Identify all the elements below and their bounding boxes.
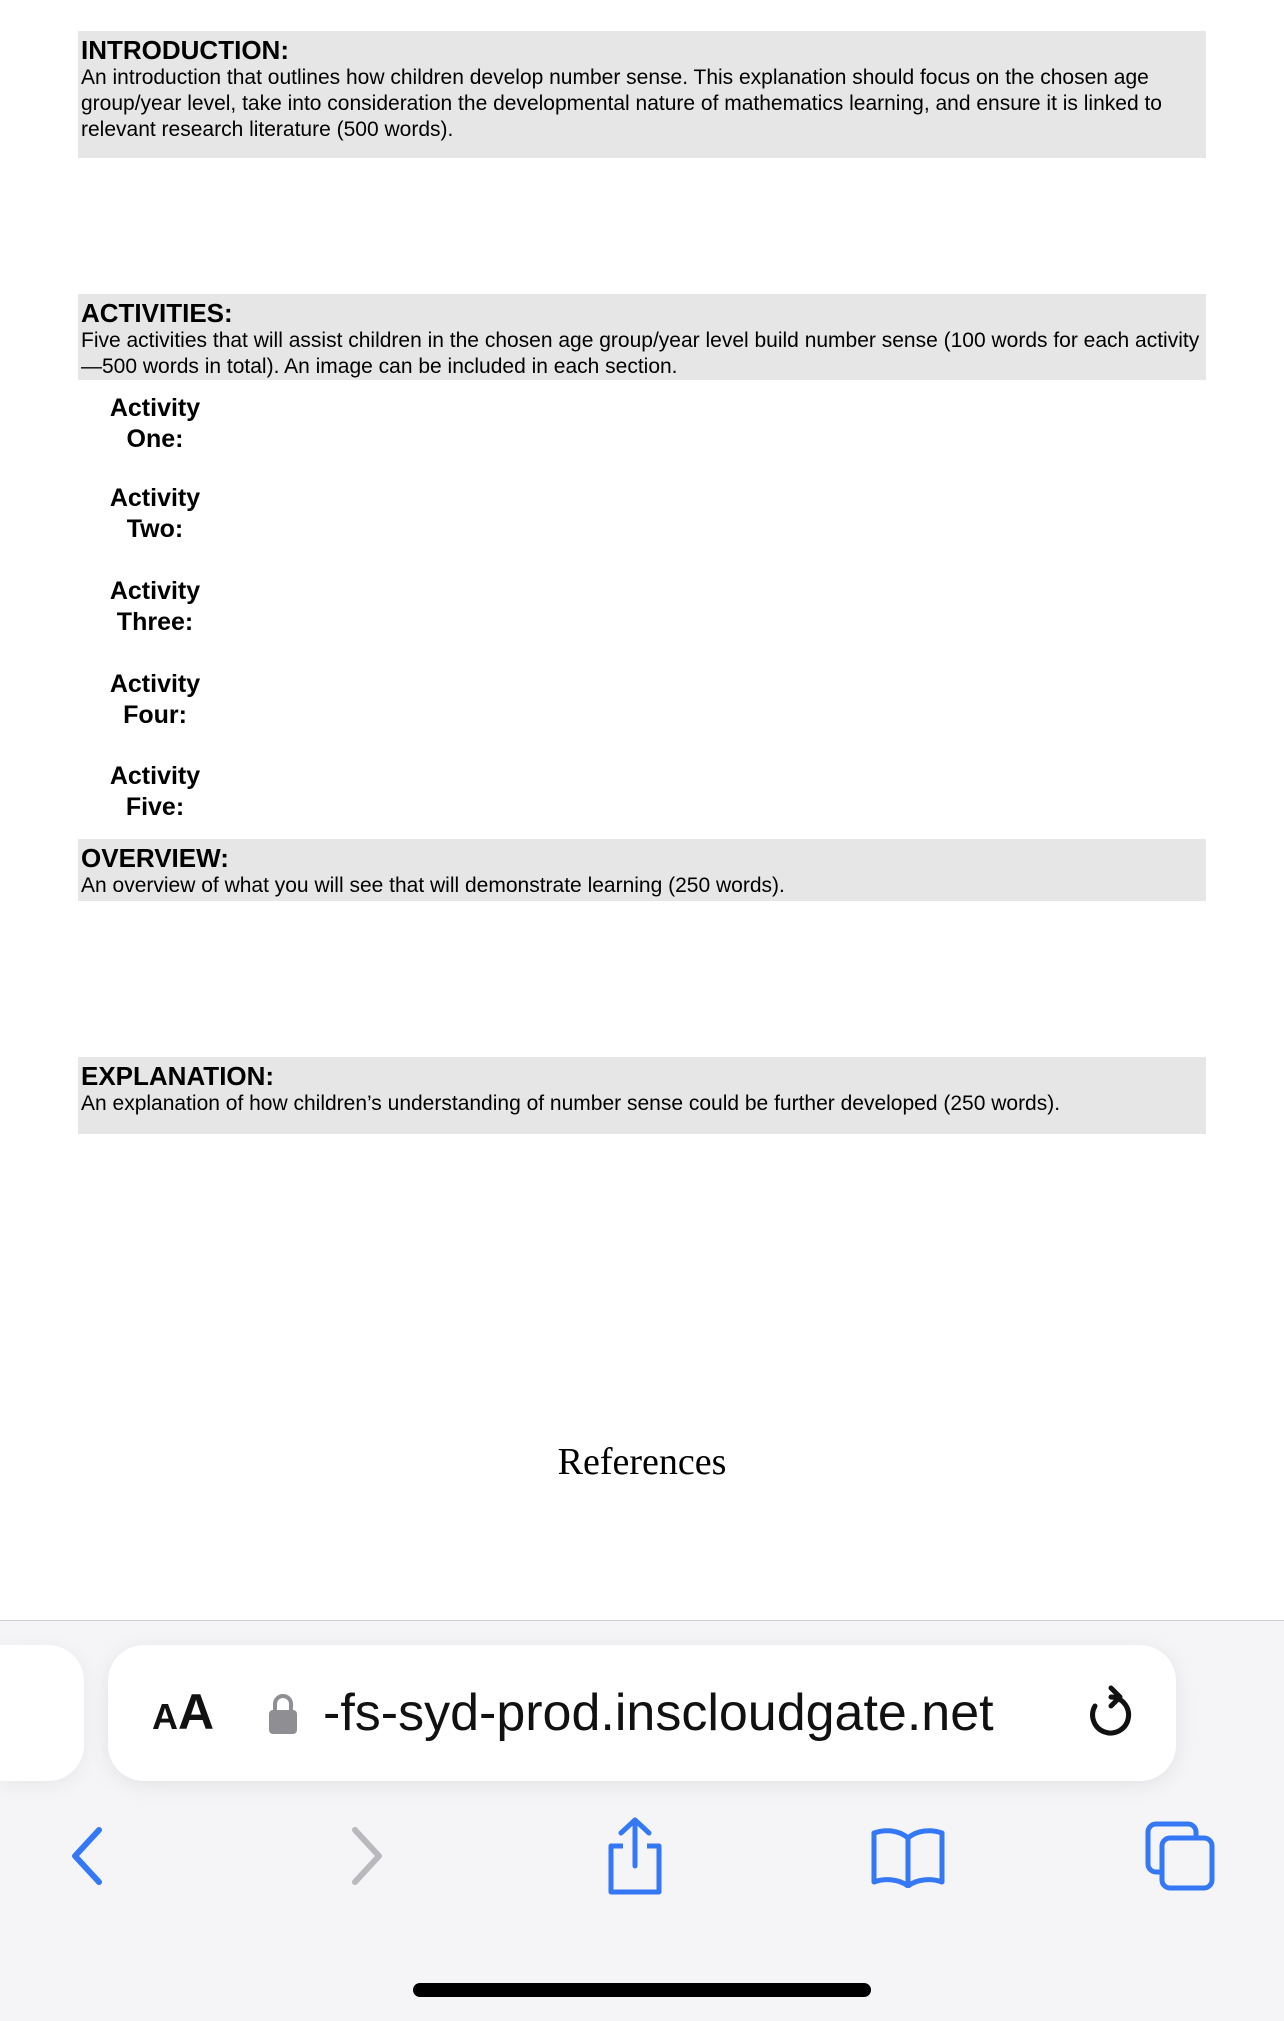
share-button[interactable] (580, 1801, 690, 1911)
activities-description: Five activities that will assist children in the chosen age group/year level build number sense (100 words for each activity—500 words in total). An image can be included in each section. (81, 329, 1200, 378)
forward-button[interactable] (312, 1801, 422, 1911)
introduction-section (78, 31, 1206, 158)
overview-description: An overview of what you will see that will demonstrate learning (250 words). (81, 874, 785, 897)
forward-icon (345, 1824, 389, 1888)
tabs-button[interactable] (1125, 1801, 1235, 1911)
bookmarks-icon (869, 1824, 947, 1888)
navigation-row (0, 1801, 1284, 1911)
share-icon (603, 1816, 667, 1896)
back-icon (65, 1824, 109, 1888)
references-heading: References (557, 1441, 727, 1483)
explanation-description: An explanation of how children’s understanding of number sense could be further developed (250 words). (81, 1092, 1061, 1115)
previous-tab-preview[interactable] (0, 1645, 84, 1781)
introduction-heading: INTRODUCTION: (81, 35, 289, 65)
explanation-heading: EXPLANATION: (81, 1061, 275, 1091)
home-indicator (413, 1983, 871, 1997)
activity-two-label: Activity Two: (109, 484, 201, 543)
reader-settings-button[interactable]: A A (152, 1684, 215, 1740)
activity-one-label: Activity One: (109, 394, 201, 453)
url-text[interactable]: -fs-syd-prod.inscloudgate.net (323, 1684, 994, 1742)
introduction-description: An introduction that outlines how children develop number sense. This explanation should focus on the chosen age group/year level, take into consideration the developmental nature of mathematics learning, and ensure it is linked to relevant research literature (500 words). (81, 66, 1162, 141)
explanation-section (78, 1057, 1206, 1134)
activity-three-label: Activity Three: (109, 577, 201, 636)
overview-heading: OVERVIEW: (81, 843, 229, 873)
overview-section (78, 839, 1206, 901)
lock-icon (268, 1691, 298, 1735)
address-bar[interactable] (108, 1645, 1176, 1781)
activities-heading: ACTIVITIES: (81, 298, 233, 328)
bookmarks-button[interactable] (853, 1801, 963, 1911)
activity-five-label: Activity Five: (109, 762, 201, 821)
tabs-icon (1144, 1820, 1216, 1892)
browser-toolbar (0, 1620, 1284, 2021)
activities-section (78, 294, 1206, 380)
back-button[interactable] (32, 1801, 142, 1911)
activity-four-label: Activity Four: (109, 670, 201, 729)
reload-icon[interactable] (1084, 1685, 1138, 1741)
